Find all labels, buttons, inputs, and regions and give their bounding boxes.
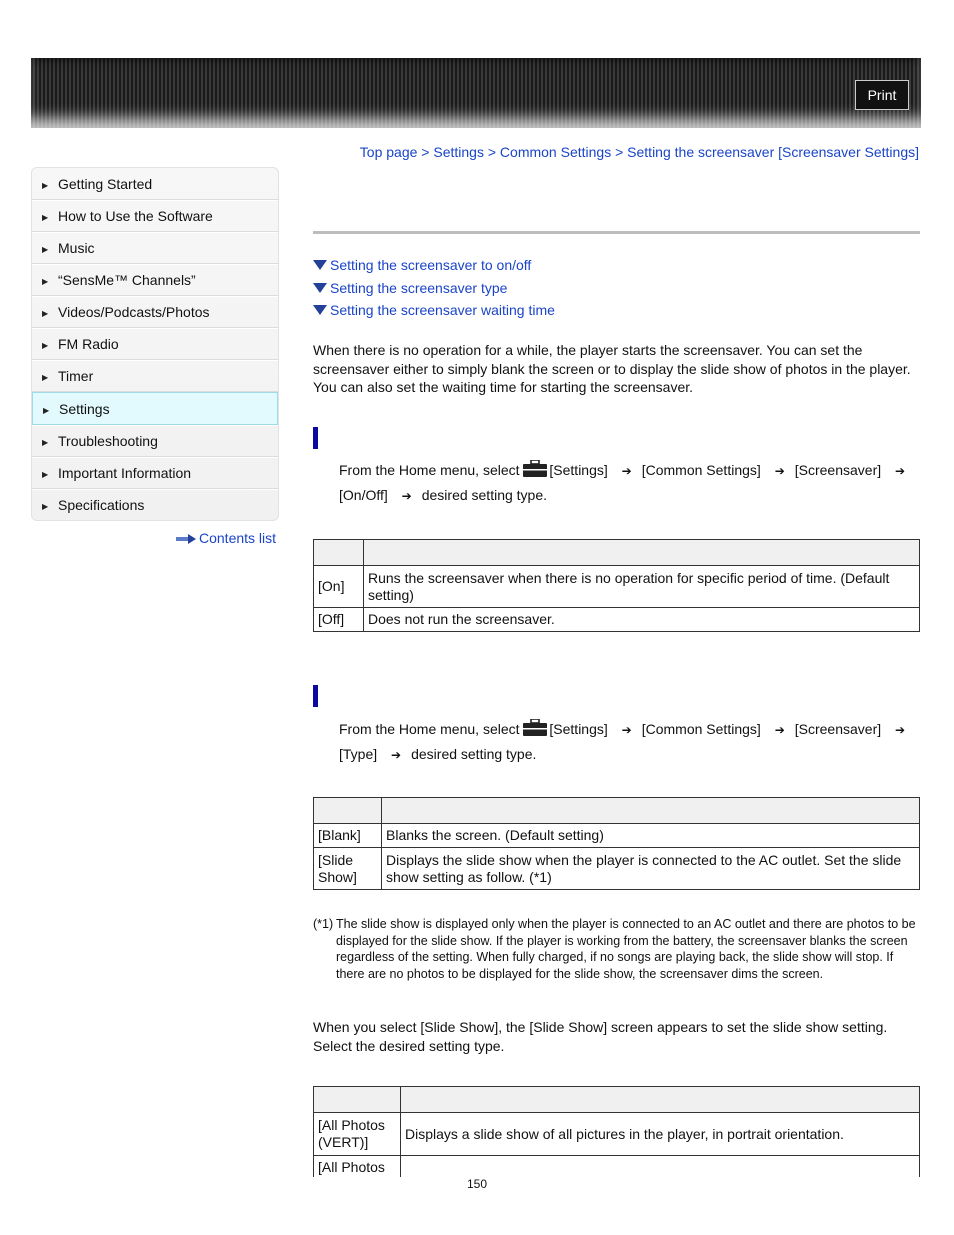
sidebar-item-how-to-use-software[interactable] <box>32 200 278 232</box>
table-header-row <box>314 1087 920 1113</box>
step-common-settings: [Common Settings] <box>641 721 761 737</box>
breadcrumb-top-page[interactable]: Top page <box>359 144 418 160</box>
table-header-row <box>314 540 920 566</box>
step-settings: [Settings] <box>549 462 608 478</box>
table-cell-desc: Blanks the screen. (Default setting) <box>382 824 920 848</box>
section1-steps <box>339 458 919 508</box>
arrow-right-icon: ➔ <box>621 723 632 737</box>
sidebar-item-getting-started[interactable] <box>32 168 278 200</box>
print-button[interactable]: Print <box>855 80 909 110</box>
toc-link-label: Setting the screensaver to on/off <box>330 257 532 274</box>
step-type: [Type] <box>339 746 378 762</box>
sidebar-item-videos-podcasts-photos[interactable] <box>32 296 278 328</box>
sidebar-item-troubleshooting[interactable] <box>32 425 278 457</box>
toc-link-label: Setting the screensaver waiting time <box>330 302 555 319</box>
table-row <box>314 824 920 848</box>
triangle-down-icon <box>313 305 327 315</box>
table-header-row <box>314 798 920 824</box>
type-table <box>313 797 920 890</box>
arrow-right-icon <box>176 534 196 544</box>
table-row <box>314 1113 920 1156</box>
arrow-right-icon: ➔ <box>391 748 402 762</box>
section-heading-marker <box>313 427 318 449</box>
sidebar-item-label: Settings <box>59 400 110 417</box>
sidebar-item-label: Troubleshooting <box>58 432 158 449</box>
triangle-down-icon <box>313 260 327 270</box>
step-settings: [Settings] <box>549 721 608 737</box>
arrow-right-icon: ➔ <box>401 489 412 503</box>
section2-steps <box>339 717 919 767</box>
step-screensaver: [Screensaver] <box>794 721 882 737</box>
table-cell-desc: Displays a slide show of all pictures in the player, in portrait orientation. <box>401 1113 920 1156</box>
page-number: 150 <box>466 1177 488 1191</box>
sidebar-item-sensme-channels[interactable] <box>32 264 278 296</box>
arrow-right-icon: ➔ <box>774 464 785 478</box>
step-desired-type: desired setting type. <box>421 487 548 503</box>
arrow-right-icon: ▶ <box>42 244 49 254</box>
arrow-right-icon: ➔ <box>895 464 906 478</box>
table-cell-desc: Does not run the screensaver. <box>364 608 920 632</box>
toolbox-icon <box>523 719 547 736</box>
arrow-right-icon: ▶ <box>42 276 49 286</box>
slideshow-table <box>313 1086 920 1177</box>
arrow-right-icon: ➔ <box>774 723 785 737</box>
arrow-right-icon: ▶ <box>42 212 49 222</box>
intro-paragraph: When there is no operation for a while, the player starts the screensaver. You can set the screensaver either to simply blank the screen or to display the slide show of photos in the player. You can also set the waiting time for starting the screensaver. <box>313 342 911 395</box>
toolbox-icon <box>523 460 547 477</box>
table-of-contents <box>313 254 555 322</box>
step-on-off: [On/Off] <box>339 487 388 503</box>
step-screensaver: [Screensaver] <box>794 462 882 478</box>
slideshow-table-clip <box>0 1086 954 1177</box>
sidebar-item-label: Getting Started <box>58 175 153 192</box>
sidebar-item-label: How to Use the Software <box>58 207 213 224</box>
sidebar-item-label: Specifications <box>58 496 145 513</box>
section-heading-marker <box>313 685 318 707</box>
breadcrumb-separator: > <box>615 144 624 160</box>
sidebar-item-label: Music <box>58 239 95 256</box>
table-cell-desc: Runs the screensaver when there is no operation for specific period of time. (Default setting) <box>364 566 920 608</box>
toc-link-type[interactable] <box>313 277 555 300</box>
sidebar-item-fm-radio[interactable] <box>32 328 278 360</box>
sidebar-item-label: Timer <box>58 367 94 384</box>
table-cell-key: [All Photos (VERT)] <box>314 1113 401 1156</box>
contents-list-link[interactable] <box>176 530 276 546</box>
arrow-right-icon: ▶ <box>42 469 49 479</box>
page-header-banner <box>31 58 921 128</box>
arrow-right-icon: ▶ <box>42 501 49 511</box>
step-common-settings: [Common Settings] <box>641 462 761 478</box>
triangle-down-icon <box>313 283 327 293</box>
arrow-right-icon: ▶ <box>42 308 49 318</box>
title-divider <box>313 231 920 234</box>
table-cell-key: [All Photos <box>314 1156 401 1178</box>
sidebar-item-settings[interactable] <box>32 392 278 425</box>
table-row <box>314 848 920 890</box>
toc-link-on-off[interactable] <box>313 254 555 277</box>
breadcrumb-separator: > <box>421 144 430 160</box>
sidebar-nav <box>31 167 279 521</box>
sidebar-item-specifications[interactable] <box>32 489 278 520</box>
arrow-right-icon: ▶ <box>43 405 50 415</box>
table-row <box>314 566 920 608</box>
sidebar-item-important-information[interactable] <box>32 457 278 489</box>
sidebar-item-timer[interactable] <box>32 360 278 392</box>
breadcrumb <box>360 144 919 160</box>
footnote <box>313 916 923 982</box>
breadcrumb-common-settings[interactable]: Common Settings <box>499 144 612 160</box>
slideshow-paragraph: When you select [Slide Show], the [Slide Show] screen appears to set the slide show setting. Select the desired setting type. <box>313 1019 888 1054</box>
arrow-right-icon: ▶ <box>42 437 49 447</box>
breadcrumb-settings[interactable]: Settings <box>433 144 484 160</box>
arrow-right-icon: ▶ <box>42 340 49 350</box>
sidebar-item-label: Videos/Podcasts/Photos <box>58 303 210 320</box>
sidebar-item-label: FM Radio <box>58 335 119 352</box>
arrow-right-icon: ▶ <box>42 372 49 382</box>
table-cell-key: [Blank] <box>314 824 382 848</box>
table-cell-key: [Off] <box>314 608 364 632</box>
sidebar-item-music[interactable] <box>32 232 278 264</box>
breadcrumb-separator: > <box>487 144 497 160</box>
arrow-right-icon: ▶ <box>42 180 49 190</box>
footnote-label: (*1) <box>313 917 334 931</box>
footnote-text: The slide show is displayed only when the player is connected to an AC outlet and there are photos to be displayed for the slide show. If the player is working from the battery, the screensaver blanks the screen regardless of the setting. When fully charged, if no songs are playing back, the slide show will stop. If there are no photos to be displayed for the slide show, the screensaver dims the screen. <box>336 917 916 981</box>
table-cell-key: [Slide Show] <box>314 848 382 890</box>
breadcrumb-current-page[interactable]: Setting the screensaver [Screensaver Settings] <box>627 144 919 160</box>
step-desired-type: desired setting type. <box>411 746 537 762</box>
toc-link-waiting-time[interactable] <box>313 299 555 322</box>
arrow-right-icon: ➔ <box>895 723 906 737</box>
table-row <box>314 608 920 632</box>
arrow-right-icon: ➔ <box>621 464 632 478</box>
toc-link-label: Setting the screensaver type <box>330 279 508 296</box>
table-cell-key: [On] <box>314 566 364 608</box>
sidebar-item-label: Important Information <box>58 464 192 481</box>
table-row <box>314 1156 920 1178</box>
table-cell-desc: Displays the slide show when the player is connected to the AC outlet. Set the slide show setting as follow. (*1) <box>382 848 920 890</box>
on-off-table <box>313 539 920 632</box>
table-cell-desc <box>401 1156 920 1178</box>
step-prefix: From the Home menu, select <box>339 721 520 737</box>
sidebar-item-label: “SensMe™ Channels” <box>58 271 196 288</box>
contents-list-label: Contents list <box>199 530 277 546</box>
step-prefix: From the Home menu, select <box>339 462 520 478</box>
